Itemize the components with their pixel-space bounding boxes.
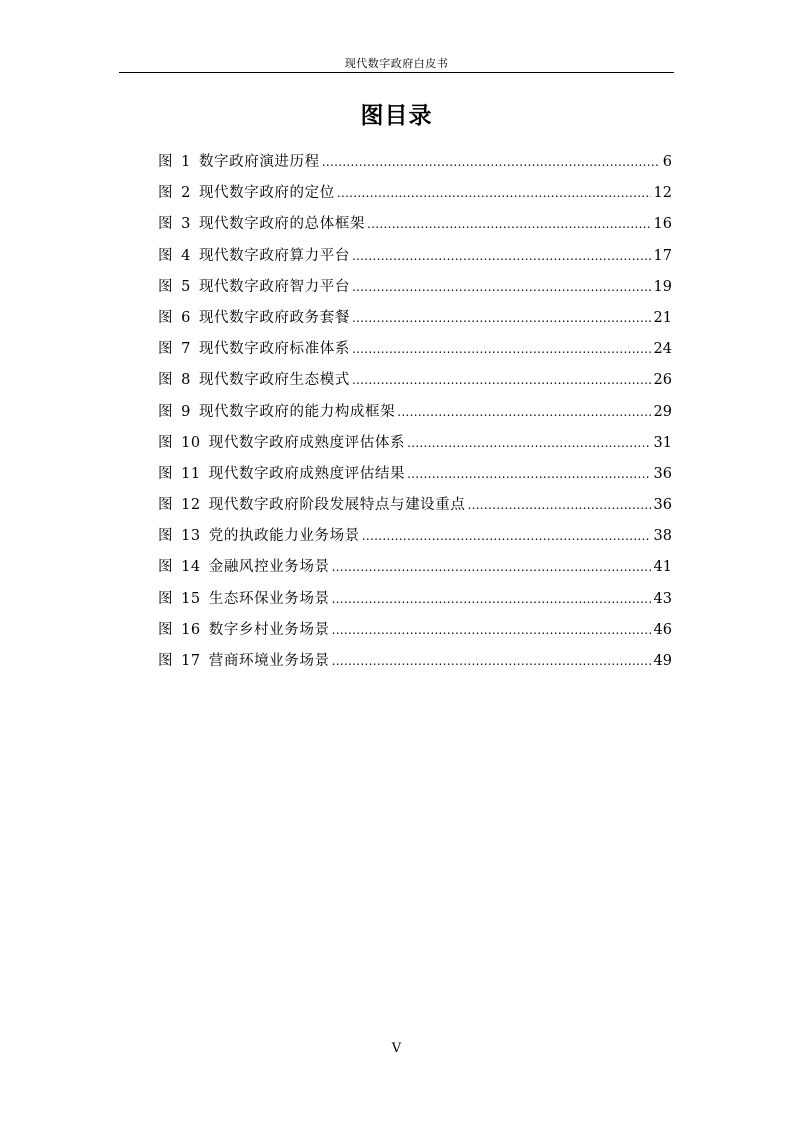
toc-entry-prefix: 图	[158, 309, 174, 326]
page-header	[119, 0, 674, 74]
toc-entry-page: 6	[662, 154, 672, 170]
toc-entry-page: 36	[653, 465, 672, 482]
toc-entry-label	[158, 646, 330, 677]
toc-entry[interactable]	[158, 241, 672, 272]
toc-entry-page: 19	[653, 278, 672, 295]
toc-entry-title: 现代数字政府成熟度评估结果	[208, 465, 406, 482]
toc-entry-title: 现代数字政府的总体框架	[198, 216, 366, 233]
toc-entry-title: 现代数字政府阶段发展特点与建设重点	[208, 497, 466, 514]
toc-entry[interactable]	[158, 178, 672, 209]
dot-leader	[367, 209, 651, 240]
toc-entry-label	[158, 397, 395, 428]
toc-entry-page: 31	[653, 434, 672, 451]
toc-entry-number: 3	[181, 216, 191, 233]
toc-entry[interactable]	[158, 490, 672, 521]
toc-entry-page: 43	[653, 590, 672, 607]
toc-entry-page: 17	[653, 247, 672, 264]
toc-entry-label	[158, 428, 405, 459]
toc-entry-prefix: 图	[158, 528, 174, 545]
toc-entry-number: 10	[181, 434, 201, 451]
figure-list	[158, 147, 672, 677]
toc-entry-prefix: 图	[158, 372, 174, 389]
dot-leader	[352, 334, 651, 365]
page-number: V	[391, 1041, 402, 1056]
toc-entry-label	[158, 490, 465, 521]
dot-leader	[332, 615, 651, 646]
dot-leader	[322, 147, 660, 178]
toc-entry-label	[158, 209, 365, 240]
toc-entry[interactable]	[158, 147, 672, 178]
toc-entry-number: 12	[181, 497, 201, 514]
dot-leader	[332, 646, 651, 677]
toc-entry-label	[158, 178, 335, 209]
toc-entry-page: 26	[653, 372, 672, 389]
toc-entry[interactable]	[158, 334, 672, 365]
toc-entry-page: 29	[653, 403, 672, 420]
toc-entry-prefix: 图	[158, 216, 174, 233]
toc-entry[interactable]	[158, 209, 672, 240]
toc-entry-number: 5	[181, 278, 191, 295]
toc-entry-label	[158, 584, 330, 615]
toc-entry-page: 24	[653, 341, 672, 358]
toc-entry-title: 现代数字政府算力平台	[198, 247, 350, 264]
toc-entry-title: 数字乡村业务场景	[208, 621, 330, 638]
toc-entry-page: 46	[653, 621, 672, 638]
toc-entry-label	[158, 303, 350, 334]
toc-entry-label	[158, 459, 405, 490]
dot-leader	[362, 521, 651, 552]
toc-entry[interactable]	[158, 365, 672, 396]
toc-entry-label	[158, 147, 320, 178]
toc-entry-prefix: 图	[158, 185, 174, 202]
toc-entry-label	[158, 272, 350, 303]
toc-entry-number: 11	[181, 465, 201, 482]
toc-entry-prefix: 图	[158, 247, 174, 264]
toc-entry-number: 2	[181, 185, 191, 202]
toc-entry-number: 7	[181, 341, 191, 358]
dot-leader	[407, 428, 650, 459]
toc-entry-prefix: 图	[158, 403, 174, 420]
toc-entry[interactable]	[158, 428, 672, 459]
toc-entry[interactable]	[158, 584, 672, 615]
toc-entry-page: 16	[653, 216, 672, 233]
dot-leader	[397, 397, 650, 428]
toc-entry-prefix: 图	[158, 341, 174, 358]
toc-entry-page: 12	[653, 185, 672, 202]
toc-entry-number: 9	[181, 403, 191, 420]
toc-entry[interactable]	[158, 552, 672, 583]
header-divider	[119, 72, 674, 73]
toc-entry-page: 38	[653, 528, 672, 545]
toc-entry-prefix: 图	[158, 154, 174, 170]
toc-entry-page: 21	[653, 309, 672, 326]
dot-leader	[332, 584, 651, 615]
page-title: 图目录	[360, 103, 433, 129]
dot-leader	[467, 490, 650, 521]
toc-entry-label	[158, 241, 350, 272]
toc-entry-prefix: 图	[158, 497, 174, 514]
toc-entry-number: 13	[181, 528, 201, 545]
toc-entry-title: 现代数字政府智力平台	[198, 278, 350, 295]
toc-entry-prefix: 图	[158, 559, 174, 576]
toc-entry-label	[158, 521, 360, 552]
toc-entry[interactable]	[158, 397, 672, 428]
toc-entry-prefix: 图	[158, 590, 174, 607]
toc-entry-title: 数字政府演进历程	[198, 154, 320, 170]
toc-entry-title: 党的执政能力业务场景	[208, 528, 360, 545]
toc-entry-page: 41	[653, 559, 672, 576]
header-title: 现代数字政府白皮书	[344, 57, 449, 70]
toc-entry-label	[158, 334, 350, 365]
toc-entry-label	[158, 365, 350, 396]
toc-entry-title: 现代数字政府成熟度评估体系	[208, 434, 406, 451]
toc-entry-title: 现代数字政府的定位	[198, 185, 335, 202]
toc-entry-title: 现代数字政府的能力构成框架	[198, 403, 396, 420]
toc-entry[interactable]	[158, 615, 672, 646]
toc-entry-title: 现代数字政府政务套餐	[198, 309, 350, 326]
dot-leader	[352, 241, 651, 272]
toc-entry[interactable]	[158, 521, 672, 552]
toc-entry-prefix: 图	[158, 621, 174, 638]
toc-entry[interactable]	[158, 272, 672, 303]
toc-entry-number: 1	[181, 154, 191, 170]
toc-entry-number: 15	[181, 590, 201, 607]
toc-entry-prefix: 图	[158, 434, 174, 451]
toc-entry-title: 营商环境业务场景	[208, 653, 330, 669]
toc-entry-page: 49	[653, 653, 672, 669]
toc-entry-number: 8	[181, 372, 191, 389]
toc-entry[interactable]	[158, 646, 672, 677]
toc-entry-prefix: 图	[158, 465, 174, 482]
toc-entry-title: 金融风控业务场景	[208, 559, 330, 576]
dot-leader	[352, 365, 651, 396]
dot-leader	[407, 459, 650, 490]
toc-entry-label	[158, 615, 330, 646]
toc-entry-number: 16	[181, 621, 201, 638]
toc-entry-label	[158, 552, 330, 583]
dot-leader	[332, 552, 651, 583]
toc-entry-number: 4	[181, 247, 191, 264]
toc-entry-title: 生态环保业务场景	[208, 590, 330, 607]
toc-entry-number: 14	[181, 559, 201, 576]
toc-entry-prefix: 图	[158, 278, 174, 295]
toc-entry-title: 现代数字政府生态模式	[198, 372, 350, 389]
dot-leader	[352, 272, 651, 303]
toc-entry[interactable]	[158, 303, 672, 334]
toc-entry-title: 现代数字政府标准体系	[198, 341, 350, 358]
dot-leader	[352, 303, 651, 334]
toc-entry-number: 6	[181, 309, 191, 326]
dot-leader	[337, 178, 651, 209]
toc-entry-number: 17	[181, 653, 201, 669]
toc-entry-page: 36	[653, 497, 672, 514]
toc-entry[interactable]	[158, 459, 672, 490]
toc-entry-prefix: 图	[158, 653, 174, 669]
